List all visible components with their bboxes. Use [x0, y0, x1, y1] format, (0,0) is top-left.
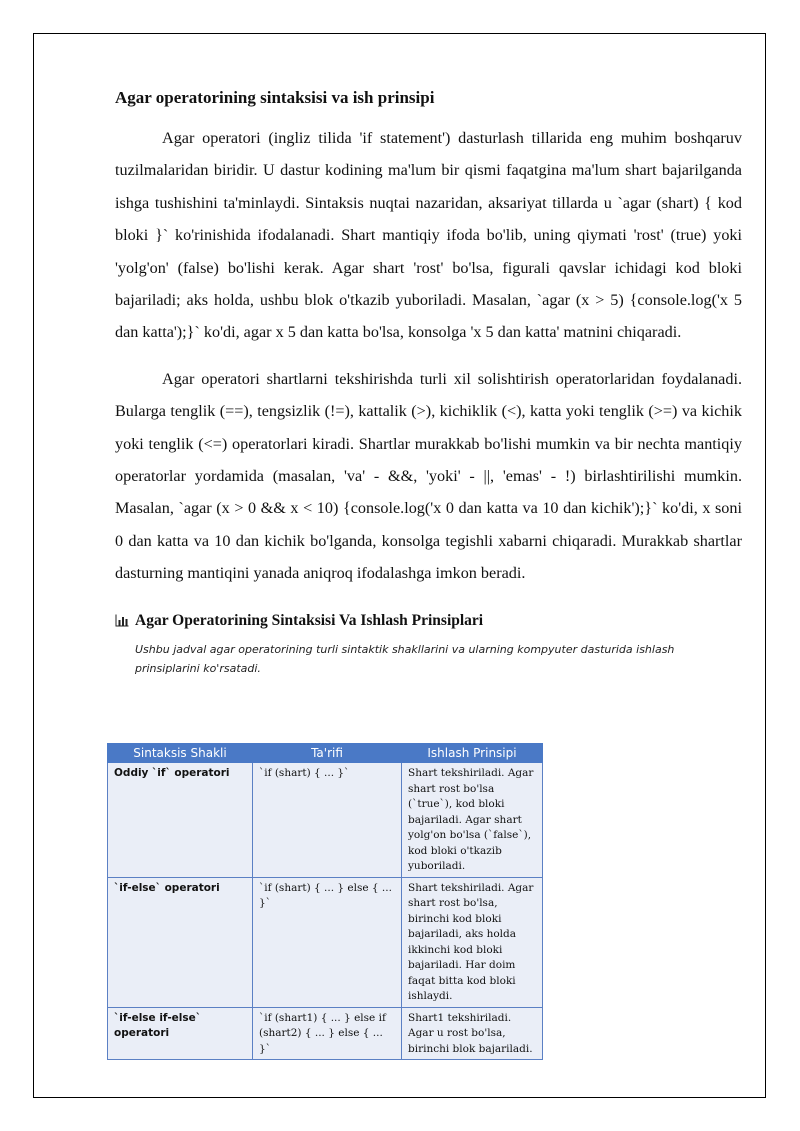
table-title-text: Agar Operatorining Sintaksisi Va Ishlash Prinsiplari [135, 611, 484, 629]
cell-form: `if-else` operatori [108, 877, 253, 1007]
bar-chart-icon [115, 614, 129, 627]
table-row [108, 763, 543, 878]
syntax-table [107, 743, 543, 1060]
header-definition: Ta'rifi [253, 744, 402, 763]
document-body [114, 86, 742, 1055]
table-row [108, 877, 543, 1007]
cell-definition: `if (shart) { ... }` [253, 763, 402, 878]
paragraph-1: Agar operatori (ingliz tilida 'if statement') dasturlash tillarida eng muhim boshqaruv tuzilmalaridan biridir. U dastur kodining ma'lum bir qismi faqatgina ma'lum shart bajarilganda ishga tushishini ta'minlaydi. Sintaksis nuqtai nazaridan, aksariyat tillarda u `agar (shart) { kod bloki }` ko'rinishida ifodalanadi. Shart mantiqiy ifoda bo'lib, uning qiymati 'rost' (true) yoki 'yolg'on' (false) bo'lishi kerak. Agar shart 'rost' bo'lsa, figurali qavslar ichidagi kod bloki bajariladi; aks holda, ushbu blok o'tkazib yuboriladi. Masalan, `agar (x > 5) {console.log('x 5 dan katta');}` ko'di, agar x 5 dan katta bo'lsa, konsolga 'x 5 dan katta' matnini chiqaradi. [115, 129, 742, 342]
table-title [115, 612, 742, 630]
section-heading: Agar operatorining sintaksisi va ish prinsipi [115, 88, 435, 107]
cell-definition: `if (shart1) { ... } else if (shart2) { ... } else { ... }` [253, 1007, 402, 1060]
cell-principle: Shart1 tekshiriladi. Agar u rost bo'lsa, birinchi blok bajariladi. [402, 1007, 543, 1060]
cell-definition: `if (shart) { ... } else { ... }` [253, 877, 402, 1007]
cell-form: Oddiy `if` operatori [108, 763, 253, 878]
header-principle: Ishlash Prinsipi [402, 744, 543, 763]
cell-principle: Shart tekshiriladi. Agar shart rost bo'lsa, birinchi kod bloki bajariladi, aks holda ikkinchi kod bloki bajariladi. Har doim faqat bitta kod bloki ishlaydi. [402, 877, 543, 1007]
header-syntax-form: Sintaksis Shakli [108, 744, 253, 763]
table-caption: Ushbu jadval agar operatorining turli sintaktik shakllarini va ularning kompyuter dasturida ishlash prinsiplarini ko'rsatadi. [135, 642, 675, 675]
cell-principle: Shart tekshiriladi. Agar shart rost bo'lsa (`true`), kod bloki bajariladi. Agar shart yolg'on bo'lsa (`false`), kod bloki o'tkazib yuboriladi. [402, 763, 543, 878]
paragraph-2: Agar operatori shartlarni tekshirishda turli xil solishtirish operatorlaridan foydalanadi. Bularga tenglik (==), tengsizlik (!=), kattalik (>), kichiklik (<), katta yoki tenglik (>=) va kichik yoki tenglik (<=) operatorlari kiradi. Shartlar murakkab bo'lishi mumkin va bir nechta mantiqiy operatorlar yordamida (masalan, 'va' - &&, 'yoki' - ||, 'emas' - !) birlashtirilishi mumkin. Masalan, `agar (x > 0 && x < 10) {console.log('x 0 dan katta va 10 dan kichik');}` ko'di, x soni 0 dan katta va 10 dan kichik bo'lganda, konsolga tegishli xabarni chiqaradi. Murakkab shartlar dasturning mantiqini yanada aniqroq ifodalashga imkon beradi. [115, 369, 742, 583]
table-header-row [108, 744, 543, 763]
table-row [108, 1007, 543, 1060]
cell-form: `if-else if-else` operatori [108, 1007, 253, 1060]
